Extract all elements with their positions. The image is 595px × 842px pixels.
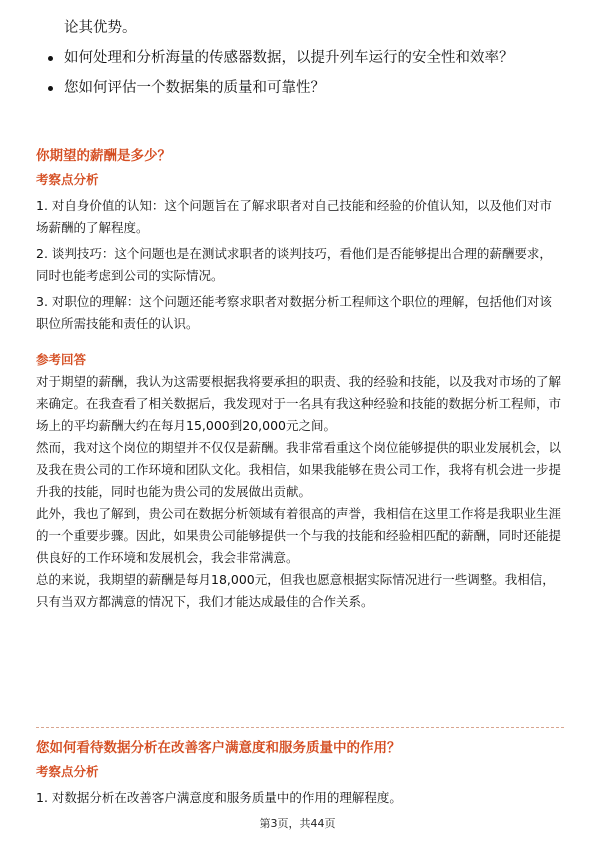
answer-paragraph: 对于期望的薪酬，我认为这需要根据我将要承担的职责、我的经验和技能，以及我对市场的了解来确定。在我查看了相关数据后，我发现对于一名具有我这种经验和技能的数据分析工程师，市场上的平均薪酬大约在每月15,000到20,000元之间。 — [36, 374, 562, 433]
bullet-icon — [48, 86, 53, 91]
answer-paragraph: 然而，我对这个岗位的期望并不仅仅是薪酬。我非常看重这个岗位能够提供的职业发展机会，以及我在贵公司的工作环境和团队文化。我相信，如果我能够在贵公司工作，我将有机会进一步提升我的技能，同时也能为贵公司的发展做出贡献。 — [36, 440, 562, 499]
list-item-text: 如何处理和分析海量的传感器数据，以提升列车运行的安全性和效率？ — [64, 50, 514, 66]
question-title: 你期望的薪酬是多少？ — [36, 148, 171, 164]
page-number: 第3页，共44页 — [259, 817, 336, 830]
answer-heading: 参考回答 — [36, 352, 87, 367]
analysis-heading: 考察点分析 — [36, 172, 99, 187]
question-section-salary — [36, 145, 564, 613]
analysis-item: 3. 对职位的理解：这个问题还能考察求职者对数据分析工程师这个职位的理解，包括他们对该职位所需技能和责任的认识。 — [36, 294, 552, 331]
list-item — [42, 76, 562, 100]
bullet-icon — [48, 56, 53, 61]
analysis-item: 1. 对数据分析在改善客户满意度和服务质量中的作用的理解程度。 — [36, 790, 402, 805]
answer-paragraph: 此外，我也了解到，贵公司在数据分析领域有着很高的声誉，我相信在这里工作将是我职业生涯的一个重要步骤。因此，如果贵公司能够提供一个与我的技能和经验相匹配的薪酬，同时还能提供良好的工作环境和发展机会，我会非常满意。 — [36, 506, 562, 565]
question-title: 您如何看待数据分析在改善客户满意度和服务质量中的作用？ — [36, 740, 401, 756]
answer-paragraph: 总的来说，我期望的薪酬是每月18,000元，但我也愿意根据实际情况进行一些调整。我相信，只有当双方都满意的情况下，我们才能达成最佳的合作关系。 — [36, 572, 555, 609]
section-divider — [36, 727, 564, 728]
analysis-item: 2. 谈判技巧：这个问题也是在测试求职者的谈判技巧，看他们是否能够提出合理的薪酬要求，同时也能考虑到公司的实际情况。 — [36, 246, 552, 283]
analysis-heading: 考察点分析 — [36, 764, 99, 779]
question-section-customer-satisfaction — [36, 737, 564, 809]
list-item-text: 您如何评估一个数据集的质量和可靠性？ — [64, 80, 325, 96]
list-continuation: 论其优势。 — [64, 20, 137, 36]
question-list — [42, 16, 562, 100]
list-item — [42, 46, 562, 70]
analysis-item: 1. 对自身价值的认知：这个问题旨在了解求职者对自己技能和经验的价值认知，以及他们对市场薪酬的了解程度。 — [36, 198, 552, 235]
